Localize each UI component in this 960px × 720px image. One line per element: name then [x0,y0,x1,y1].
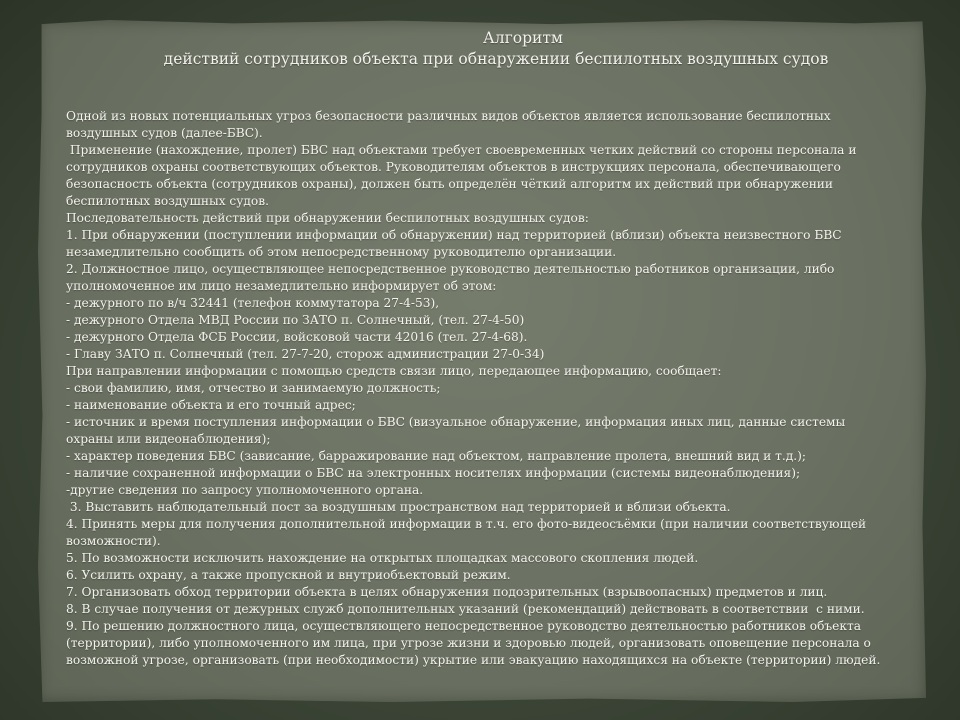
body-text-line: - наименование объекта и его точный адрес; [66,398,356,412]
body-text-line: Применение (нахождение, пролет) БВС над объектами требует своевременных четких действий со стороны персонала и [66,143,857,157]
body-text-line: безопасность объекта (сотрудников охраны), должен быть определён чёткий алгоритм их действий при обнаружении [66,177,834,191]
body-text-line: 7. Организовать обход территории объекта в целях обнаружения подозрительных (взрывоопасных) предметов и лиц. [66,585,828,599]
body-text-line: 5. По возможности исключить нахождение на открытых площадках массового скопления людей. [66,551,699,565]
body-text-line: 8. В случае получения от дежурных служб дополнительных указаний (рекомендаций) действовать в соответствии с ними. [66,602,865,616]
body-text-line: - свои фамилию, имя, отчество и занимаемую должность; [66,381,441,395]
body-text-line: 3. Выставить наблюдательный пост за воздушным пространством над территорией и вблизи объекта. [66,500,731,514]
body-text-line: (территории), либо уполномоченного им лица, при угрозе жизни и здоровью людей, организовать оповещение персонала о [66,636,871,650]
slide-body-text [66,108,926,669]
title-line-1: Алгоритм [483,29,563,47]
body-text-line: возможной угрозе, организовать (при необходимости) укрытие или эвакуацию находящихся на объекте (территории) людей. [66,653,881,667]
body-text-line: - характер поведения БВС (зависание, барражирование над объектом, направление пролета, внешний вид и т.д.); [66,449,806,463]
body-text-line: возможности). [66,534,161,548]
body-text-line: - Главу ЗАТО п. Солнечный (тел. 27-7-20, сторож администрации 27-0-34) [66,347,545,361]
body-text-line: Последовательность действий при обнаружении беспилотных воздушных судов: [66,211,589,225]
body-text-line: незамедлительно сообщить об этом непосредственному руководителю организации. [66,245,617,259]
body-text-line: уполномоченное им лицо незамедлительно информирует об этом: [66,279,497,293]
body-text-line: 1. При обнаружении (поступлении информации об обнаружении) над территорией (вблизи) объекта неизвестного БВС [66,228,842,242]
body-text-line: - источник и время поступления информации о БВС (визуальное обнаружение, информация иных лиц, данные системы [66,415,846,429]
body-text-line: - дежурного Отдела МВД России по ЗАТО п. Солнечный, (тел. 27-4-50) [66,313,525,327]
body-text-line: При направлении информации с помощью средств связи лицо, передающее информацию, сообщает: [66,364,722,378]
slide-title [0,28,960,70]
body-text-line: 6. Усилить охрану, а также пропускной и внутриобъектовый режим. [66,568,511,582]
body-text-line: беспилотных воздушных судов. [66,194,270,208]
body-text-line: 9. По решению должностного лица, осуществляющего непосредственное руководство деятельностью работников объекта [66,619,862,633]
body-text-line: 4. Принять меры для получения дополнительной информации в т.ч. его фото-видеосъёмки (при наличии соответствующей [66,517,867,531]
body-text-line: - дежурного по в/ч 32441 (телефон коммутатора 27-4-53), [66,296,440,310]
body-text-line: - дежурного Отдела ФСБ России, войсковой части 42016 (тел. 27-4-68). [66,330,528,344]
title-line-2: действий сотрудников объекта при обнаружении беспилотных воздушных судов [163,50,829,68]
body-text-line: 2. Должностное лицо, осуществляющее непосредственное руководство деятельностью работников организации, либо [66,262,835,276]
body-text-line: Одной из новых потенциальных угроз безопасности различных видов объектов является использование беспилотных [66,109,831,123]
body-text-line: охраны или видеонаблюдения); [66,432,271,446]
body-text-line: воздушных судов (далее-БВС). [66,126,263,140]
body-text-line: -другие сведения по запросу уполномоченного органа. [66,483,424,497]
body-text-line: - наличие сохраненной информации о БВС на электронных носителях информации (системы видеонаблюдения); [66,466,801,480]
body-text-line: сотрудников охраны соответствующих объектов. Руководителям объектов в инструкциях персонала, обеспечивающего [66,160,841,174]
